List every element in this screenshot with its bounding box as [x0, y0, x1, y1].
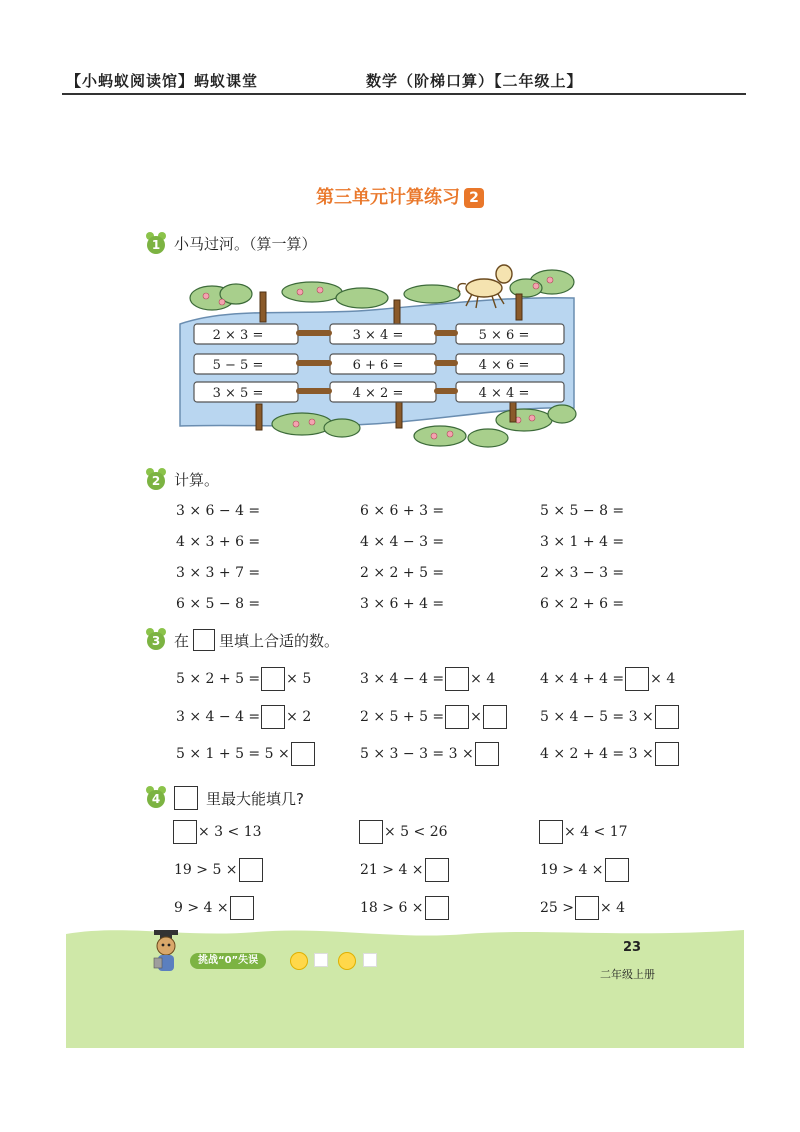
answer-box[interactable] [605, 858, 629, 882]
calc-item: 6 × 5 − 8 = [176, 596, 261, 612]
calc-item: 4 × 3 + 6 = [176, 534, 261, 550]
plank-label: 3 × 4 = [352, 328, 404, 343]
title-text: 第三单元计算练习 [316, 187, 460, 208]
section-4-text-after: 里最大能填几? [206, 789, 304, 808]
answer-box[interactable] [230, 896, 254, 920]
calc-item: 5 × 5 − 8 = [540, 503, 625, 519]
answer-box[interactable] [359, 820, 383, 844]
calc-item: 4 × 4 − 3 = [360, 534, 445, 550]
max-item: 18 > 6 × [360, 896, 450, 920]
fill-item: 5 × 4 − 5 = 3 × [540, 705, 680, 729]
river-illustration [172, 258, 578, 454]
calc-item: 6 × 6 + 3 = [360, 503, 445, 519]
river-scene [172, 258, 578, 454]
section-3-heading [146, 629, 339, 651]
fill-item: 3 × 4 − 4 = × 2 [176, 705, 311, 729]
sad-face-icon [338, 952, 356, 970]
max-item: × 5 < 26 [358, 820, 448, 844]
fill-item: 2 × 5 + 5 = × [360, 705, 508, 729]
calc-item: 3 × 1 + 4 = [540, 534, 625, 550]
section-1-heading [146, 233, 317, 254]
fill-item: 5 × 2 + 5 = × 5 [176, 667, 311, 691]
plank-label: 4 × 6 = [478, 358, 530, 373]
fill-item: 4 × 4 + 4 = × 4 [540, 667, 675, 691]
calc-item: 3 × 6 − 4 = [176, 503, 261, 519]
max-item: 19 > 5 × [174, 858, 264, 882]
smile-face-icon [290, 952, 308, 970]
answer-box[interactable] [445, 705, 469, 729]
answer-box[interactable] [655, 705, 679, 729]
max-item: 19 > 4 × [540, 858, 630, 882]
plank-label: 4 × 2 = [352, 386, 404, 401]
title-badge: 2 [464, 188, 484, 208]
answer-box[interactable] [539, 820, 563, 844]
answer-box[interactable] [445, 667, 469, 691]
section-1-text: 小马过河。（算一算） [174, 235, 317, 253]
answer-box[interactable] [261, 705, 285, 729]
calc-item: 2 × 2 + 5 = [360, 565, 445, 581]
fill-item: 3 × 4 − 4 = × 4 [360, 667, 495, 691]
blank-box [174, 786, 198, 810]
challenge-label: 挑战“0”失误 [190, 953, 266, 969]
answer-box[interactable] [173, 820, 197, 844]
header-left: 【小蚂蚁阅读馆】蚂蚁课堂 [66, 72, 259, 90]
max-item: × 4 < 17 [538, 820, 628, 844]
max-item: 21 > 4 × [360, 858, 450, 882]
header-right: 数学（阶梯口算）【二年级上】 [366, 72, 583, 90]
blank-box [193, 629, 215, 651]
header-rule [62, 93, 746, 95]
bear-number-icon: 4 [146, 788, 166, 808]
answer-box[interactable] [261, 667, 285, 691]
plank-label: 5 × 6 = [478, 328, 530, 343]
max-item: × 3 < 13 [172, 820, 262, 844]
section-3-text-before: 在 [174, 631, 190, 650]
plank-label: 4 × 4 = [478, 386, 530, 401]
bear-number-icon: 1 [146, 234, 166, 254]
fill-item: 4 × 2 + 4 = 3 × [540, 742, 680, 766]
page-title [0, 183, 800, 209]
answer-box[interactable] [425, 858, 449, 882]
max-item: 9 > 4 × [174, 896, 255, 920]
grade-label: 二年级上册 [600, 968, 655, 981]
answer-box[interactable] [425, 896, 449, 920]
section-3-text-after: 里填上合适的数。 [219, 631, 340, 650]
bear-number-icon: 2 [146, 470, 166, 490]
fill-item: 5 × 3 − 3 = 3 × [360, 742, 500, 766]
plank-label: 2 × 3 = [212, 328, 264, 343]
answer-box[interactable] [483, 705, 507, 729]
checkbox[interactable] [314, 953, 328, 967]
answer-box[interactable] [239, 858, 263, 882]
answer-box[interactable] [575, 896, 599, 920]
plank-label: 6 + 6 = [352, 358, 404, 373]
answer-box[interactable] [475, 742, 499, 766]
bear-number-icon: 3 [146, 630, 166, 650]
page-number: 23 [622, 940, 642, 955]
graduate-ant-icon [148, 928, 184, 976]
answer-box[interactable] [625, 667, 649, 691]
fill-item: 5 × 1 + 5 = 5 × [176, 742, 316, 766]
plank-label: 5 − 5 = [212, 358, 264, 373]
calc-item: 2 × 3 − 3 = [540, 565, 625, 581]
section-4-heading [146, 786, 304, 810]
plank-label: 3 × 5 = [212, 386, 264, 401]
checkbox[interactable] [363, 953, 377, 967]
calc-item: 3 × 6 + 4 = [360, 596, 445, 612]
answer-box[interactable] [655, 742, 679, 766]
max-item: 25 > × 4 [540, 896, 625, 920]
section-2-text: 计算。 [174, 471, 220, 489]
calc-item: 3 × 3 + 7 = [176, 565, 261, 581]
section-2-heading [146, 469, 219, 490]
calc-item: 6 × 2 + 6 = [540, 596, 625, 612]
answer-box[interactable] [291, 742, 315, 766]
